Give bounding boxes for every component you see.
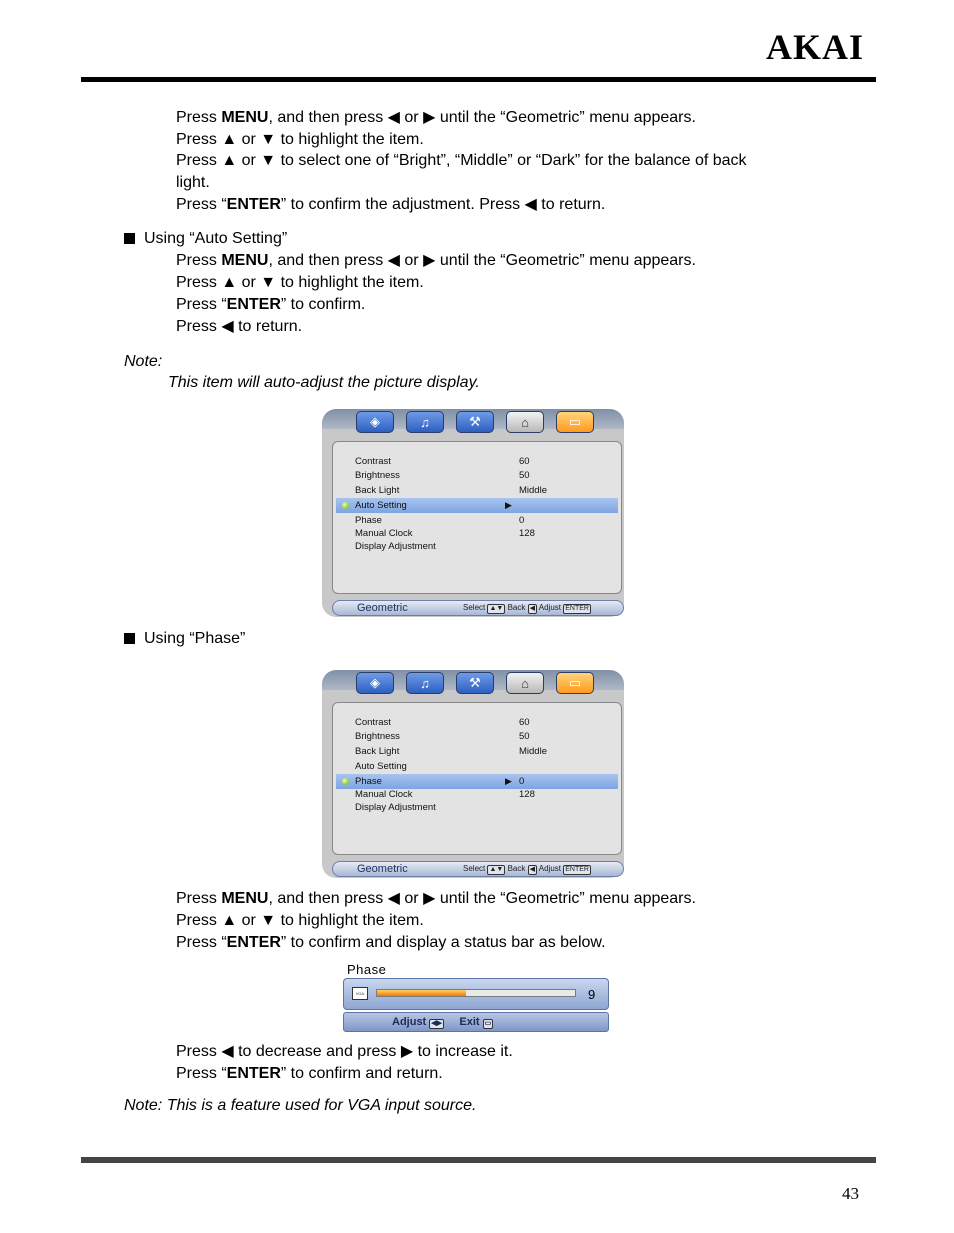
- menu-footer: Geometric Select ▲▼ Back ◀ Adjust ENTER: [332, 600, 624, 616]
- status-value: 9: [588, 987, 596, 1002]
- step-line: Press “ENTER” to confirm and return.: [176, 1065, 443, 1082]
- progress-fill: [377, 990, 466, 996]
- left-key-icon: ◀: [529, 605, 535, 612]
- menu-row-display-adjustment: Display Adjustment: [355, 541, 436, 552]
- arrow-right-icon: ▶: [505, 776, 512, 786]
- picture-tab-icon: ◈: [356, 411, 394, 433]
- up-down-key-icon: ▲▼: [489, 605, 504, 612]
- pc-tab-icon: ▭: [556, 672, 594, 694]
- page-number: 43: [842, 1184, 859, 1203]
- vga-icon: VGA: [352, 987, 368, 1000]
- step-line: Press “ENTER” to confirm.: [176, 296, 366, 313]
- menu-row-auto-setting-selected: Auto Setting ▶: [336, 498, 618, 513]
- step-line: Press ▲ or ▼ to highlight the item.: [176, 274, 424, 291]
- step-line: Press ◀ to decrease and press ▶ to increase it.: [176, 1043, 513, 1060]
- menu-row-back-light: Back Light Middle: [355, 485, 547, 496]
- menu-row-brightness: Brightness 50: [355, 731, 530, 742]
- setup-tab-icon: ⚒: [456, 411, 494, 433]
- menu-row-auto-setting: Auto Setting: [355, 761, 407, 772]
- step-line: Press MENU, and then press ◀ or ▶ until the “Geometric” menu appears.: [176, 890, 696, 907]
- pc-tab-icon: ▭: [556, 411, 594, 433]
- osd-menu-phase: [322, 670, 624, 878]
- step-line: Press ▲ or ▼ to highlight the item.: [176, 912, 424, 929]
- selection-dot-icon: [342, 778, 349, 785]
- menu-row-brightness: Brightness 50: [355, 470, 530, 481]
- left-key-icon: ◀: [529, 866, 535, 873]
- up-down-key-icon: ▲▼: [489, 866, 504, 873]
- sound-tab-icon: ♫: [406, 672, 444, 694]
- tv-tab-icon: ⌂: [506, 411, 544, 433]
- menu-panel: [332, 702, 622, 855]
- footer-rule: [81, 1157, 876, 1163]
- menu-panel: [332, 441, 622, 594]
- progress-track: [376, 989, 576, 997]
- bullet-square-icon: [124, 633, 135, 644]
- menu-row-phase-selected: Phase ▶ 0: [336, 774, 618, 789]
- step-line: Press “ENTER” to confirm the adjustment. Press ◀ to return.: [176, 196, 606, 213]
- menu-row-phase: Phase 0: [355, 515, 525, 526]
- header-rule: [81, 77, 876, 82]
- setup-tab-icon: ⚒: [456, 672, 494, 694]
- note-vga: Note: This is a feature used for VGA input source.: [124, 1097, 477, 1114]
- step-line: Press “ENTER” to confirm and display a status bar as below.: [176, 934, 606, 951]
- step-line: Press ▲ or ▼ to highlight the item.: [176, 131, 424, 148]
- note-label: Note:: [124, 353, 163, 370]
- status-bar-title: Phase: [347, 962, 387, 977]
- step-line: Press MENU, and then press ◀ or ▶ until the “Geometric” menu appears.: [176, 252, 696, 269]
- picture-tab-icon: ◈: [356, 672, 394, 694]
- exit-key-icon: ▭: [484, 1020, 492, 1027]
- status-hint: Adjust ◀▶ Exit ▭: [392, 1016, 492, 1028]
- menu-row-contrast: Contrast 60: [355, 456, 530, 467]
- step-line: Press MENU, and then press ◀ or ▶ until the “Geometric” menu appears.: [176, 109, 696, 126]
- phase-status-bar: [343, 978, 609, 1032]
- enter-key-icon: ENTER: [565, 605, 589, 612]
- step-line: Press ▲ or ▼ to select one of “Bright”, “Middle” or “Dark” for the balance of back: [176, 152, 747, 169]
- menu-row-display-adjustment: Display Adjustment: [355, 802, 436, 813]
- menu-row-manual-clock: Manual Clock 128: [355, 789, 535, 800]
- sound-tab-icon: ♫: [406, 411, 444, 433]
- step-line: Press ◀ to return.: [176, 318, 303, 335]
- arrow-right-icon: ▶: [505, 500, 512, 510]
- selection-dot-icon: [342, 502, 349, 509]
- akai-logo: AKAI: [766, 27, 865, 67]
- menu-footer: Geometric Select ▲▼ Back ◀ Adjust ENTER: [332, 861, 624, 877]
- step-line: light.: [176, 174, 210, 191]
- note-text: This item will auto-adjust the picture display.: [168, 374, 480, 391]
- enter-key-icon: ENTER: [565, 866, 589, 873]
- osd-menu-auto-setting: [322, 409, 624, 617]
- section-heading-auto-setting: Using “Auto Setting”: [124, 229, 287, 249]
- menu-row-manual-clock: Manual Clock 128: [355, 528, 535, 539]
- tv-tab-icon: ⌂: [506, 672, 544, 694]
- menu-row-contrast: Contrast 60: [355, 717, 530, 728]
- section-heading-phase: Using “Phase”: [124, 629, 245, 649]
- left-right-key-icon: ◀▶: [431, 1020, 443, 1027]
- bullet-square-icon: [124, 233, 135, 244]
- menu-row-back-light: Back Light Middle: [355, 746, 547, 757]
